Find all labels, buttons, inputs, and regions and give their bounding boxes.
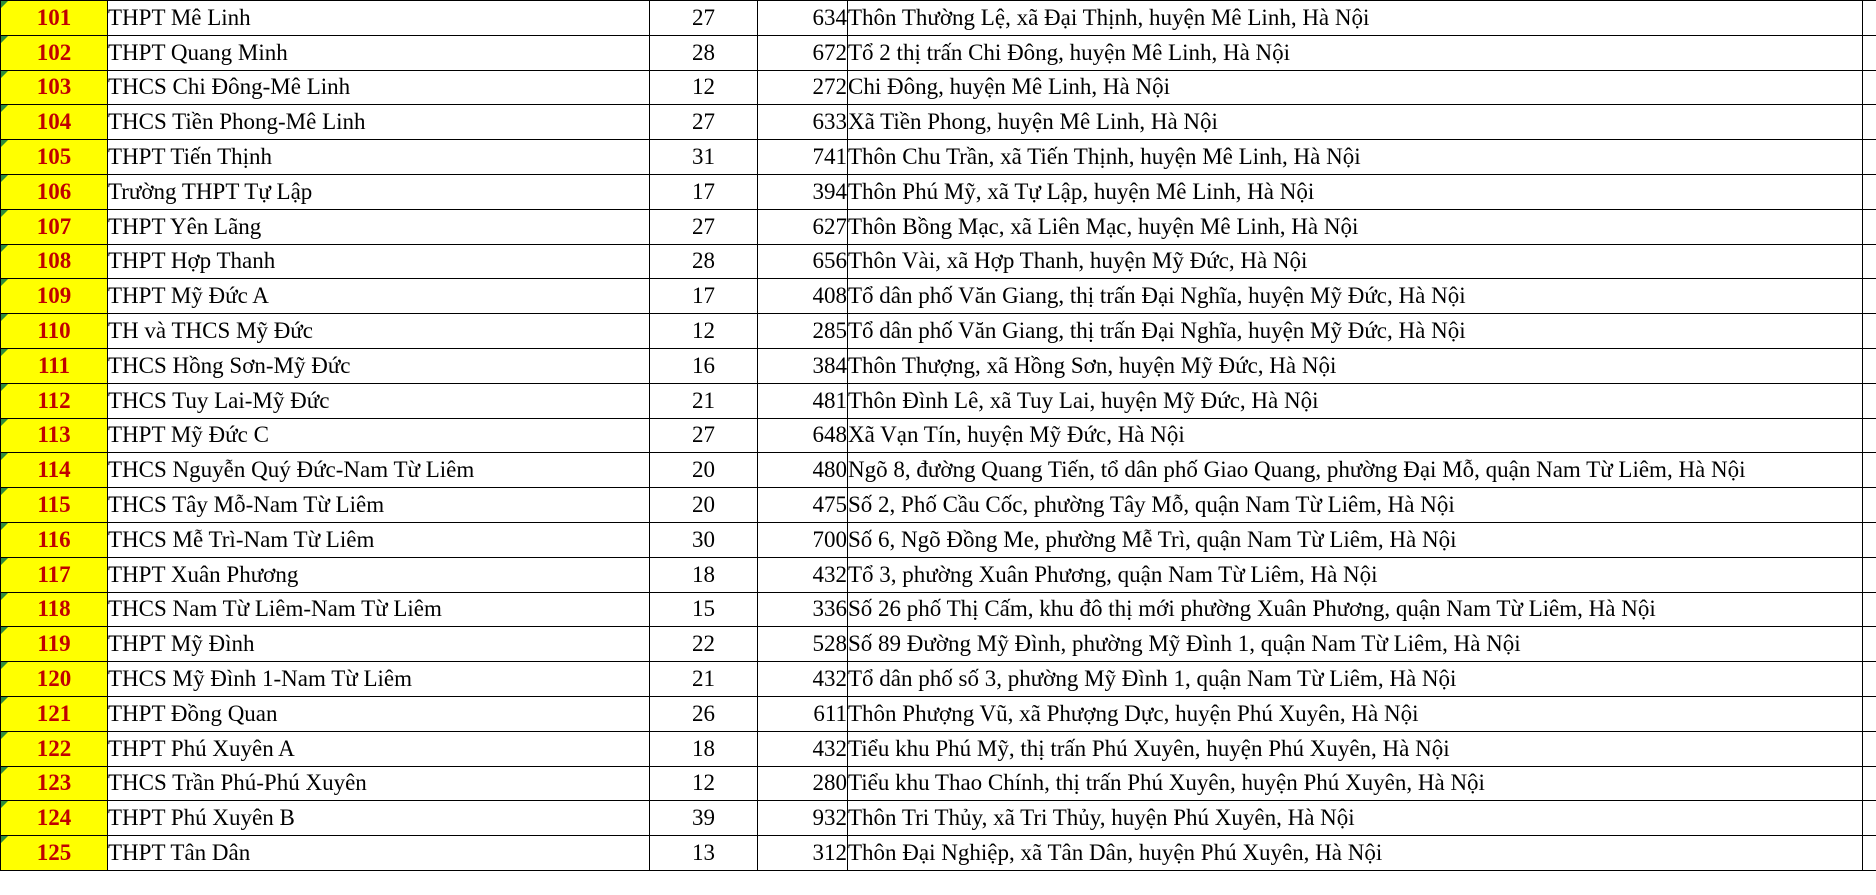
empty-cell — [1863, 244, 1876, 279]
school-name: THCS Chi Đông-Mê Linh — [108, 70, 650, 105]
candidate-count: 432 — [758, 731, 848, 766]
room-count: 22 — [650, 627, 758, 662]
candidate-count: 384 — [758, 348, 848, 383]
empty-cell — [1863, 174, 1876, 209]
row-number: 109 — [1, 279, 108, 314]
school-address: Tổ dân phố Văn Giang, thị trấn Đại Nghĩa, huyện Mỹ Đức, Hà Nội — [848, 279, 1863, 314]
candidate-count: 480 — [758, 453, 848, 488]
table-row — [1, 70, 1876, 105]
school-address: Tiểu khu Phú Mỹ, thị trấn Phú Xuyên, huyện Phú Xuyên, Hà Nội — [848, 731, 1863, 766]
room-count: 12 — [650, 766, 758, 801]
candidate-count: 394 — [758, 174, 848, 209]
candidate-count: 432 — [758, 662, 848, 697]
empty-cell — [1863, 801, 1876, 836]
school-address: Thôn Vài, xã Hợp Thanh, huyện Mỹ Đức, Hà Nội — [848, 244, 1863, 279]
table-row — [1, 453, 1876, 488]
table-row — [1, 418, 1876, 453]
table-row — [1, 522, 1876, 557]
candidate-count: 408 — [758, 279, 848, 314]
empty-cell — [1863, 557, 1876, 592]
table-row — [1, 1, 1876, 36]
table-row — [1, 731, 1876, 766]
candidate-count: 741 — [758, 140, 848, 175]
empty-cell — [1863, 453, 1876, 488]
table-row — [1, 627, 1876, 662]
room-count: 15 — [650, 592, 758, 627]
table-row — [1, 174, 1876, 209]
room-count: 26 — [650, 696, 758, 731]
row-number: 119 — [1, 627, 108, 662]
row-number: 116 — [1, 522, 108, 557]
table-row — [1, 766, 1876, 801]
empty-cell — [1863, 140, 1876, 175]
school-address: Ngõ 8, đường Quang Tiến, tổ dân phố Giao Quang, phường Đại Mỗ, quận Nam Từ Liêm, Hà Nội — [848, 453, 1863, 488]
room-count: 18 — [650, 731, 758, 766]
empty-cell — [1863, 70, 1876, 105]
school-name: THPT Đồng Quan — [108, 696, 650, 731]
row-number: 110 — [1, 314, 108, 349]
school-name: TH và THCS Mỹ Đức — [108, 314, 650, 349]
school-name: THCS Trần Phú-Phú Xuyên — [108, 766, 650, 801]
row-number: 118 — [1, 592, 108, 627]
empty-cell — [1863, 279, 1876, 314]
empty-cell — [1863, 209, 1876, 244]
row-number: 102 — [1, 35, 108, 70]
school-address: Tổ dân phố số 3, phường Mỹ Đình 1, quận Nam Từ Liêm, Hà Nội — [848, 662, 1863, 697]
row-number: 112 — [1, 383, 108, 418]
school-name: THCS Tuy Lai-Mỹ Đức — [108, 383, 650, 418]
school-address: Số 2, Phố Cầu Cốc, phường Tây Mỗ, quận Nam Từ Liêm, Hà Nội — [848, 488, 1863, 523]
school-name: THCS Tiền Phong-Mê Linh — [108, 105, 650, 140]
candidate-count: 272 — [758, 70, 848, 105]
row-number: 125 — [1, 836, 108, 871]
school-name: THPT Tân Dân — [108, 836, 650, 871]
school-name: THCS Hồng Sơn-Mỹ Đức — [108, 348, 650, 383]
school-address: Thôn Phú Mỹ, xã Tự Lập, huyện Mê Linh, Hà Nội — [848, 174, 1863, 209]
school-address: Thôn Thượng, xã Hồng Sơn, huyện Mỹ Đức, Hà Nội — [848, 348, 1863, 383]
table-row — [1, 801, 1876, 836]
room-count: 13 — [650, 836, 758, 871]
candidate-count: 432 — [758, 557, 848, 592]
candidate-count: 672 — [758, 35, 848, 70]
school-name: THCS Nam Từ Liêm-Nam Từ Liêm — [108, 592, 650, 627]
candidate-count: 481 — [758, 383, 848, 418]
school-address: Tổ dân phố Văn Giang, thị trấn Đại Nghĩa, huyện Mỹ Đức, Hà Nội — [848, 314, 1863, 349]
school-name: THPT Yên Lãng — [108, 209, 650, 244]
row-number: 122 — [1, 731, 108, 766]
empty-cell — [1863, 35, 1876, 70]
table-body — [1, 1, 1876, 871]
school-name: THPT Mỹ Đức C — [108, 418, 650, 453]
school-name: THPT Mỹ Đức A — [108, 279, 650, 314]
school-address: Số 89 Đường Mỹ Đình, phường Mỹ Đình 1, quận Nam Từ Liêm, Hà Nội — [848, 627, 1863, 662]
table-row — [1, 383, 1876, 418]
candidate-count: 700 — [758, 522, 848, 557]
school-name: THCS Mễ Trì-Nam Từ Liêm — [108, 522, 650, 557]
room-count: 21 — [650, 662, 758, 697]
table-row — [1, 348, 1876, 383]
empty-cell — [1863, 836, 1876, 871]
candidate-count: 475 — [758, 488, 848, 523]
room-count: 27 — [650, 105, 758, 140]
room-count: 27 — [650, 418, 758, 453]
candidate-count: 633 — [758, 105, 848, 140]
row-number: 121 — [1, 696, 108, 731]
candidate-count: 932 — [758, 801, 848, 836]
room-count: 16 — [650, 348, 758, 383]
school-address: Thôn Bồng Mạc, xã Liên Mạc, huyện Mê Linh, Hà Nội — [848, 209, 1863, 244]
school-name: THCS Nguyễn Quý Đức-Nam Từ Liêm — [108, 453, 650, 488]
school-address: Xã Vạn Tín, huyện Mỹ Đức, Hà Nội — [848, 418, 1863, 453]
school-address: Thôn Chu Trần, xã Tiến Thịnh, huyện Mê Linh, Hà Nội — [848, 140, 1863, 175]
row-number: 103 — [1, 70, 108, 105]
school-address: Thôn Tri Thủy, xã Tri Thủy, huyện Phú Xuyên, Hà Nội — [848, 801, 1863, 836]
row-number: 115 — [1, 488, 108, 523]
school-address: Tổ 3, phường Xuân Phương, quận Nam Từ Liêm, Hà Nội — [848, 557, 1863, 592]
room-count: 21 — [650, 383, 758, 418]
empty-cell — [1863, 1, 1876, 36]
school-name: THCS Tây Mỗ-Nam Từ Liêm — [108, 488, 650, 523]
row-number: 114 — [1, 453, 108, 488]
school-address: Chi Đông, huyện Mê Linh, Hà Nội — [848, 70, 1863, 105]
school-address: Thôn Đại Nghiệp, xã Tân Dân, huyện Phú Xuyên, Hà Nội — [848, 836, 1863, 871]
table-row — [1, 557, 1876, 592]
table-row — [1, 244, 1876, 279]
room-count: 17 — [650, 174, 758, 209]
school-name: THCS Mỹ Đình 1-Nam Từ Liêm — [108, 662, 650, 697]
row-number: 106 — [1, 174, 108, 209]
school-address: Thôn Đình Lê, xã Tuy Lai, huyện Mỹ Đức, Hà Nội — [848, 383, 1863, 418]
school-address: Số 26 phố Thị Cấm, khu đô thị mới phường Xuân Phương, quận Nam Từ Liêm, Hà Nội — [848, 592, 1863, 627]
room-count: 20 — [650, 453, 758, 488]
school-name: THPT Mê Linh — [108, 1, 650, 36]
room-count: 28 — [650, 244, 758, 279]
row-number: 123 — [1, 766, 108, 801]
school-name: THPT Phú Xuyên A — [108, 731, 650, 766]
empty-cell — [1863, 627, 1876, 662]
candidate-count: 285 — [758, 314, 848, 349]
empty-cell — [1863, 731, 1876, 766]
school-address: Tổ 2 thị trấn Chi Đông, huyện Mê Linh, Hà Nội — [848, 35, 1863, 70]
school-name: Trường THPT Tự Lập — [108, 174, 650, 209]
room-count: 27 — [650, 1, 758, 36]
room-count: 27 — [650, 209, 758, 244]
table-row — [1, 209, 1876, 244]
empty-cell — [1863, 314, 1876, 349]
table-row — [1, 279, 1876, 314]
table-row — [1, 140, 1876, 175]
school-address: Tiểu khu Thao Chính, thị trấn Phú Xuyên, huyện Phú Xuyên, Hà Nội — [848, 766, 1863, 801]
empty-cell — [1863, 488, 1876, 523]
empty-cell — [1863, 662, 1876, 697]
school-name: THPT Xuân Phương — [108, 557, 650, 592]
table-row — [1, 488, 1876, 523]
row-number: 104 — [1, 105, 108, 140]
candidate-count: 634 — [758, 1, 848, 36]
candidate-count: 627 — [758, 209, 848, 244]
table-row — [1, 35, 1876, 70]
candidate-count: 280 — [758, 766, 848, 801]
row-number: 101 — [1, 1, 108, 36]
candidate-count: 656 — [758, 244, 848, 279]
empty-cell — [1863, 383, 1876, 418]
row-number: 105 — [1, 140, 108, 175]
candidate-count: 528 — [758, 627, 848, 662]
school-name: THPT Hợp Thanh — [108, 244, 650, 279]
table-row — [1, 592, 1876, 627]
empty-cell — [1863, 348, 1876, 383]
table-row — [1, 836, 1876, 871]
row-number: 108 — [1, 244, 108, 279]
candidate-count: 312 — [758, 836, 848, 871]
row-number: 111 — [1, 348, 108, 383]
room-count: 31 — [650, 140, 758, 175]
row-number: 117 — [1, 557, 108, 592]
school-name: THPT Quang Minh — [108, 35, 650, 70]
room-count: 20 — [650, 488, 758, 523]
school-address: Thôn Phượng Vũ, xã Phượng Dực, huyện Phú Xuyên, Hà Nội — [848, 696, 1863, 731]
room-count: 28 — [650, 35, 758, 70]
school-name: THPT Mỹ Đình — [108, 627, 650, 662]
empty-cell — [1863, 766, 1876, 801]
room-count: 12 — [650, 70, 758, 105]
row-number: 113 — [1, 418, 108, 453]
table-row — [1, 696, 1876, 731]
row-number: 120 — [1, 662, 108, 697]
candidate-count: 611 — [758, 696, 848, 731]
table-row — [1, 314, 1876, 349]
candidate-count: 648 — [758, 418, 848, 453]
row-number: 124 — [1, 801, 108, 836]
empty-cell — [1863, 522, 1876, 557]
school-name: THPT Tiến Thịnh — [108, 140, 650, 175]
empty-cell — [1863, 592, 1876, 627]
table-row — [1, 105, 1876, 140]
table-row — [1, 662, 1876, 697]
empty-cell — [1863, 105, 1876, 140]
room-count: 12 — [650, 314, 758, 349]
school-name: THPT Phú Xuyên B — [108, 801, 650, 836]
empty-cell — [1863, 696, 1876, 731]
room-count: 30 — [650, 522, 758, 557]
candidate-count: 336 — [758, 592, 848, 627]
room-count: 18 — [650, 557, 758, 592]
room-count: 39 — [650, 801, 758, 836]
school-address: Xã Tiền Phong, huyện Mê Linh, Hà Nội — [848, 105, 1863, 140]
empty-cell — [1863, 418, 1876, 453]
school-address: Số 6, Ngõ Đồng Me, phường Mễ Trì, quận Nam Từ Liêm, Hà Nội — [848, 522, 1863, 557]
school-address: Thôn Thường Lệ, xã Đại Thịnh, huyện Mê Linh, Hà Nội — [848, 1, 1863, 36]
room-count: 17 — [650, 279, 758, 314]
row-number: 107 — [1, 209, 108, 244]
